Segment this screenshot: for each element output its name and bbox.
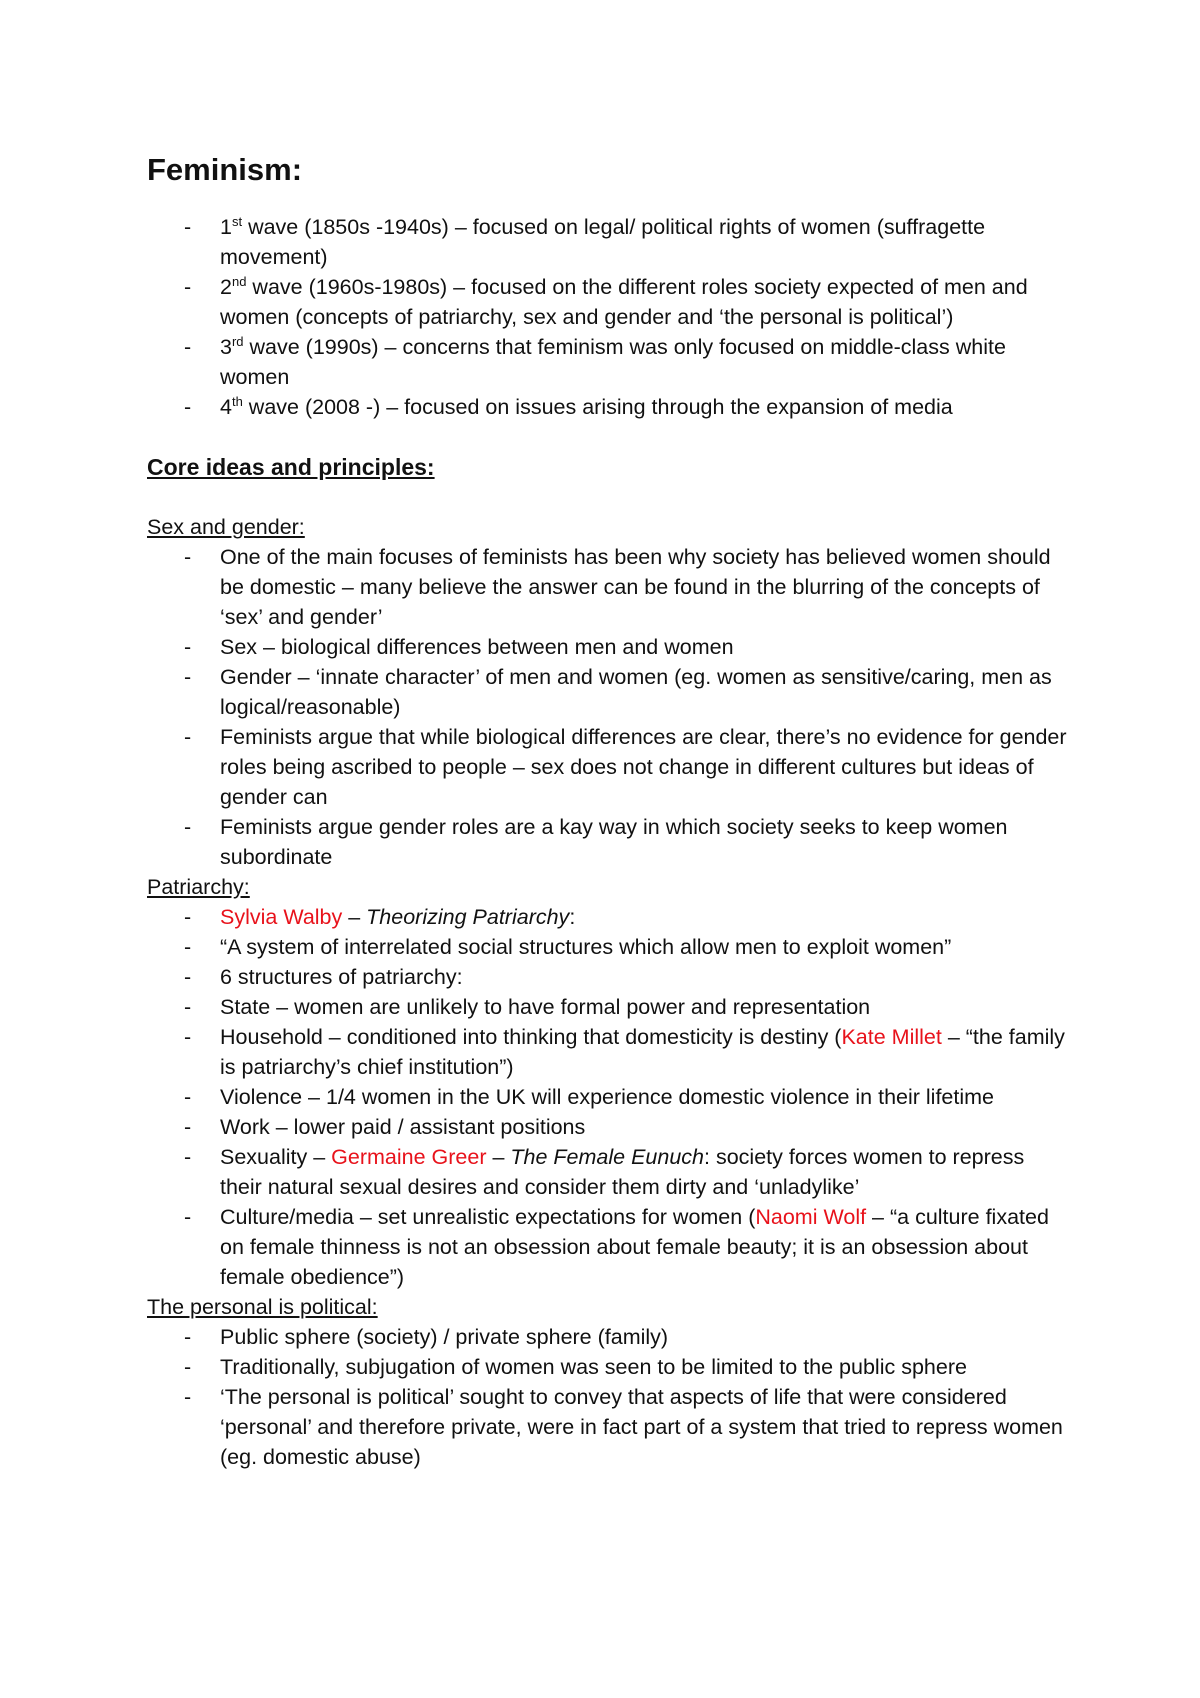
- book-title: Theorizing Patriarchy: [366, 905, 570, 929]
- list-item: - 4th wave (2008 -) – focused on issues arising through the expansion of media: [147, 392, 1067, 422]
- list-item: - Culture/media – set unrealistic expectations for women (Naomi Wolf – “a culture fixated on female thinness is not an obsession about female beauty; it is an obsession about female obedience”): [147, 1202, 1067, 1292]
- author-name: Sylvia Walby: [220, 905, 343, 929]
- personal-political-list: [147, 1322, 1067, 1472]
- author-name: Naomi Wolf: [755, 1205, 867, 1229]
- list-item: - Household – conditioned into thinking that domesticity is destiny (Kate Millet – “the family is patriarchy’s chief institution”): [147, 1022, 1067, 1082]
- list-item: - Work – lower paid / assistant positions: [147, 1112, 1067, 1142]
- list-item: - Gender – ‘innate character’ of men and women (eg. women as sensitive/caring, men as logical/reasonable): [147, 662, 1067, 722]
- page-title: Feminism:: [147, 152, 303, 187]
- list-item: - “A system of interrelated social structures which allow men to exploit women”: [147, 932, 1067, 962]
- core-ideas-heading: Core ideas and principles:: [147, 454, 435, 480]
- list-item: - State – women are unlikely to have formal power and representation: [147, 992, 1067, 1022]
- list-item: - Sexuality – Germaine Greer – The Female Eunuch: society forces women to repress their natural sexual desires and consider them dirty and ‘unladylike’: [147, 1142, 1067, 1202]
- book-title: The Female Eunuch: [510, 1145, 705, 1169]
- list-item: - ‘The personal is political’ sought to convey that aspects of life that were considered ‘personal’ and therefore private, were in fact part of a system that tried to repress women (eg. domestic abuse): [147, 1382, 1067, 1472]
- list-item: - Feminists argue that while biological differences are clear, there’s no evidence for gender roles being ascribed to people – sex does not change in different cultures but ideas of gender can: [147, 722, 1067, 812]
- list-item: - Traditionally, subjugation of women was seen to be limited to the public sphere: [147, 1352, 1067, 1382]
- list-item: - Sylvia Walby – Theorizing Patriarchy:: [147, 902, 1067, 932]
- author-name: Germaine Greer: [331, 1145, 487, 1169]
- sex-gender-heading: Sex and gender:: [147, 515, 305, 539]
- list-item: - 2nd wave (1960s-1980s) – focused on the different roles society expected of men and women (concepts of patriarchy, sex and gender and ‘the personal is political’): [147, 272, 1067, 332]
- sex-gender-list: [147, 542, 1067, 872]
- document-page: [147, 150, 1067, 1472]
- patriarchy-list: [147, 902, 1067, 1292]
- list-item: - 3rd wave (1990s) – concerns that feminism was only focused on middle-class white women: [147, 332, 1067, 392]
- list-item: - Sex – biological differences between men and women: [147, 632, 1067, 662]
- waves-list: [147, 212, 1067, 422]
- list-item: - 6 structures of patriarchy:: [147, 962, 1067, 992]
- author-name: Kate Millet: [841, 1025, 942, 1049]
- list-item: - Public sphere (society) / private sphere (family): [147, 1322, 1067, 1352]
- list-item: - One of the main focuses of feminists has been why society has believed women should be domestic – many believe the answer can be found in the blurring of the concepts of ‘sex’ and gender’: [147, 542, 1067, 632]
- list-item: - Feminists argue gender roles are a kay way in which society seeks to keep women subordinate: [147, 812, 1067, 872]
- patriarchy-heading: Patriarchy:: [147, 875, 250, 899]
- list-item: - 1st wave (1850s -1940s) – focused on legal/ political rights of women (suffragette movement): [147, 212, 1067, 272]
- list-item: - Violence – 1/4 women in the UK will experience domestic violence in their lifetime: [147, 1082, 1067, 1112]
- personal-political-heading: The personal is political:: [147, 1295, 378, 1319]
